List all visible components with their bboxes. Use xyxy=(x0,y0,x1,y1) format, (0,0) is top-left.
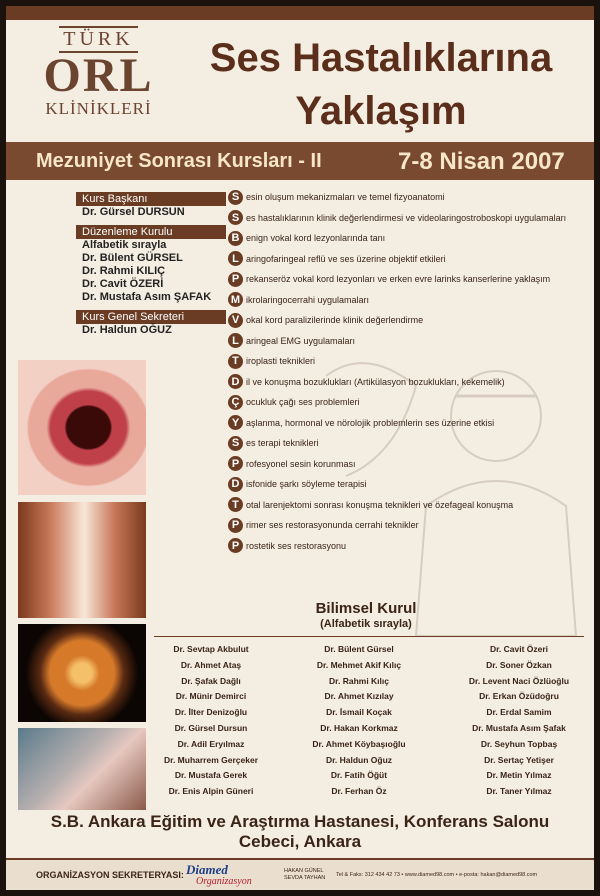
board-member: Dr. Bülent Gürsel xyxy=(324,644,394,654)
topic-item xyxy=(228,208,588,229)
board-member: Dr. Levent Naci Özlüoğlu xyxy=(468,675,570,686)
board-member: Dr. Cavit Özeri xyxy=(489,644,549,654)
course-head-label: Kurs Başkanı xyxy=(76,192,226,206)
topic-text: rostetik ses restorasyonu xyxy=(246,540,347,551)
topic-initial-badge: P xyxy=(228,272,243,287)
topic-initial-badge: T xyxy=(228,497,243,512)
board-member: Dr. Haldun Oğuz xyxy=(325,754,393,765)
topic-item xyxy=(228,413,588,434)
board-column-1 xyxy=(136,642,286,800)
scientific-board-subtitle: (Alfabetik sırayla) xyxy=(320,618,412,630)
topic-initial-badge: V xyxy=(228,313,243,328)
organizing-member: Alfabetik sırayla xyxy=(82,239,167,251)
topic-text: aringofaringeal reflü ve ses üzerine objektif etkileri xyxy=(246,253,446,264)
topic-item xyxy=(228,269,588,290)
contact-persons xyxy=(284,868,325,882)
page-title-line1: Ses Hastalıklarına xyxy=(209,36,553,80)
topic-text: aşlanma, hormonal ve nörolojik problemlerin ses üzerine etkisi xyxy=(246,417,495,428)
committee-panel xyxy=(76,186,226,337)
topic-initial-badge: M xyxy=(228,292,243,307)
topic-initial-badge: S xyxy=(228,190,243,205)
board-member: Dr. Enis Alpin Güneri xyxy=(168,786,254,797)
board-column-2 xyxy=(284,642,434,800)
topic-text: ocukluk çağı ses problemleri xyxy=(246,397,360,408)
organizing-member: Dr. Bülent GÜRSEL xyxy=(82,252,183,264)
topic-initial-badge: S xyxy=(228,436,243,451)
topic-item xyxy=(228,290,588,311)
mouth-photo xyxy=(16,358,148,497)
board-member: Dr. Soner Özkan xyxy=(486,659,552,670)
board-member: Dr. Ahmet Kızılay xyxy=(324,691,394,702)
topic-item xyxy=(228,187,588,208)
vocal-cords-photo xyxy=(16,500,148,620)
topic-item xyxy=(228,433,588,454)
topic-item xyxy=(228,331,588,352)
topic-item xyxy=(228,228,588,249)
poster xyxy=(6,6,594,890)
topic-item xyxy=(228,495,588,516)
topic-item xyxy=(228,454,588,475)
topic-text: isfonide şarkı söyleme terapisi xyxy=(246,479,367,490)
footer xyxy=(6,858,594,890)
topic-initial-badge: D xyxy=(228,374,243,389)
contact-info: Tel & Faks: 312 434 42 73 • www.diamed98.com • e-posta: hakan@diamed98.com xyxy=(336,872,538,878)
scientific-board-title: Bilimsel Kurul xyxy=(315,600,417,617)
board-member: Dr. Mustafa Gerek xyxy=(174,770,248,781)
topic-text: es hastalıklarının klinik değerlendirmesi ve videolaringostroboskopi uygulamaları xyxy=(246,212,567,223)
contact-person: HAKAN GÜNEL xyxy=(284,868,324,874)
course-head-name: Dr. Gürsel DURSUN xyxy=(82,206,185,218)
logo-line1: TÜRK xyxy=(59,26,137,53)
topic-initial-badge: Y xyxy=(228,415,243,430)
contact-person: SEVDA TAYHAN xyxy=(284,875,326,881)
topic-item xyxy=(228,351,588,372)
topic-initial-badge: P xyxy=(228,456,243,471)
course-date: 7-8 Nisan 2007 xyxy=(398,148,565,175)
topic-initial-badge: P xyxy=(228,518,243,533)
organization-secretariat-label: ORGANİZASYON SEKRETERYASI: xyxy=(36,870,184,880)
board-member: Dr. Seyhun Topbaş xyxy=(480,738,558,749)
board-member: Dr. Ahmet Ataş xyxy=(180,659,242,670)
topic-text: otal larenjektomi sonrası konuşma teknikleri ve özefageal konuşma xyxy=(246,499,514,510)
topic-text: iroplasti teknikleri xyxy=(246,356,316,367)
board-member: Dr. Rahmi Kılıç xyxy=(329,675,389,686)
topic-text: rekanseröz vokal kord lezyonları ve erken evre larinks kanserlerine yaklaşım xyxy=(246,274,551,285)
logo-line3: KLİNİKLERİ xyxy=(45,99,152,118)
board-member: Dr. İlter Denizoğlu xyxy=(174,707,248,718)
board-member: Dr. Hakan Korkmaz xyxy=(320,722,398,733)
topic-item xyxy=(228,515,588,536)
organizing-member: Dr. Mustafa Asım ŞAFAK xyxy=(82,291,212,303)
topic-initial-badge: Ç xyxy=(228,395,243,410)
topic-initial-badge: D xyxy=(228,477,243,492)
board-column-3 xyxy=(444,642,594,800)
topic-text: esin oluşum mekanizmaları ve temel fizyoanatomi xyxy=(246,192,445,203)
board-member: Dr. Muharrem Gerçeker xyxy=(163,754,259,765)
topic-initial-badge: B xyxy=(228,231,243,246)
topic-initial-badge: S xyxy=(228,210,243,225)
surgical-photo xyxy=(16,726,148,812)
board-member: Dr. Taner Yılmaz xyxy=(486,786,552,797)
board-member: Dr. Erdal Samim xyxy=(486,707,552,718)
venue-line1: S.B. Ankara Eğitim ve Araştırma Hastanesi, Konferans Salonu xyxy=(50,812,550,831)
topic-text: rimer ses restorasyonunda cerrahi teknikler xyxy=(246,520,419,531)
board-member: Dr. Sevtap Akbulut xyxy=(173,644,249,654)
topic-text: ikrolaringocerrahi uygulamaları xyxy=(246,294,370,305)
endoscopic-view-photo xyxy=(16,622,148,724)
board-member: Dr. Metin Yılmaz xyxy=(486,770,552,781)
topic-text: enign vokal kord lezyonlarında tanı xyxy=(246,233,386,244)
venue xyxy=(6,812,594,852)
topic-initial-badge: L xyxy=(228,251,243,266)
diamed-logo: Diamed xyxy=(186,862,228,877)
turk-orl-klinikleri-logo xyxy=(36,26,161,136)
board-member: Dr. Münir Demirci xyxy=(175,691,247,702)
venue-line2: Cebeci, Ankara xyxy=(238,832,362,851)
topic-initial-badge: L xyxy=(228,333,243,348)
board-member: Dr. Ferhan Öz xyxy=(331,786,387,797)
board-member: Dr. Ahmet Köybaşıoğlu xyxy=(312,738,406,749)
organizing-member: Dr. Rahmi KILIÇ xyxy=(82,265,166,277)
topic-item xyxy=(228,372,588,393)
topic-text: es terapi teknikleri xyxy=(246,438,319,449)
top-band xyxy=(6,6,594,20)
page-title-line2: Yaklaşım xyxy=(295,89,467,133)
board-member: Dr. İsmail Koçak xyxy=(326,707,392,718)
organizing-committee-label: Düzenleme Kurulu xyxy=(76,225,226,239)
board-member: Dr. Fatih Öğüt xyxy=(330,770,388,781)
topic-item xyxy=(228,536,588,557)
topic-list xyxy=(228,187,588,556)
topic-text: il ve konuşma bozuklukları (Artikülasyon bozuklukları, kekemelik) xyxy=(246,376,505,387)
topic-text: rofesyonel sesin korunması xyxy=(246,458,356,469)
organizing-member: Dr. Cavit ÖZERİ xyxy=(82,278,164,290)
board-member: Dr. Adil Eryılmaz xyxy=(177,738,245,749)
general-secretary-label: Kurs Genel Sekreteri xyxy=(76,310,226,324)
topic-initial-badge: T xyxy=(228,354,243,369)
logo-line2: ORL xyxy=(43,49,154,102)
topic-item xyxy=(228,310,588,331)
topic-text: aringeal EMG uygulamaları xyxy=(246,335,356,346)
board-member: Dr. Şafak Dağlı xyxy=(181,675,241,686)
board-member: Dr. Mustafa Asım Şafak xyxy=(472,722,566,733)
topic-text: okal kord paralizilerinde klinik değerlendirme xyxy=(246,315,424,326)
topic-initial-badge: P xyxy=(228,538,243,553)
topic-item xyxy=(228,392,588,413)
board-member: Dr. Mehmet Akif Kılıç xyxy=(316,659,402,670)
topic-item xyxy=(228,249,588,270)
topic-item xyxy=(228,474,588,495)
general-secretary-name: Dr. Haldun OĞUZ xyxy=(82,324,172,336)
board-member: Dr. Gürsel Dursun xyxy=(174,722,248,733)
course-name: Mezuniyet Sonrası Kursları - II xyxy=(36,150,322,172)
board-member: Dr. Sertaç Yetişer xyxy=(484,754,554,765)
board-member: Dr. Erkan Özüdoğru xyxy=(479,691,559,702)
diamed-logo-subtitle: Organizasyon xyxy=(196,876,252,887)
divider xyxy=(154,636,584,637)
